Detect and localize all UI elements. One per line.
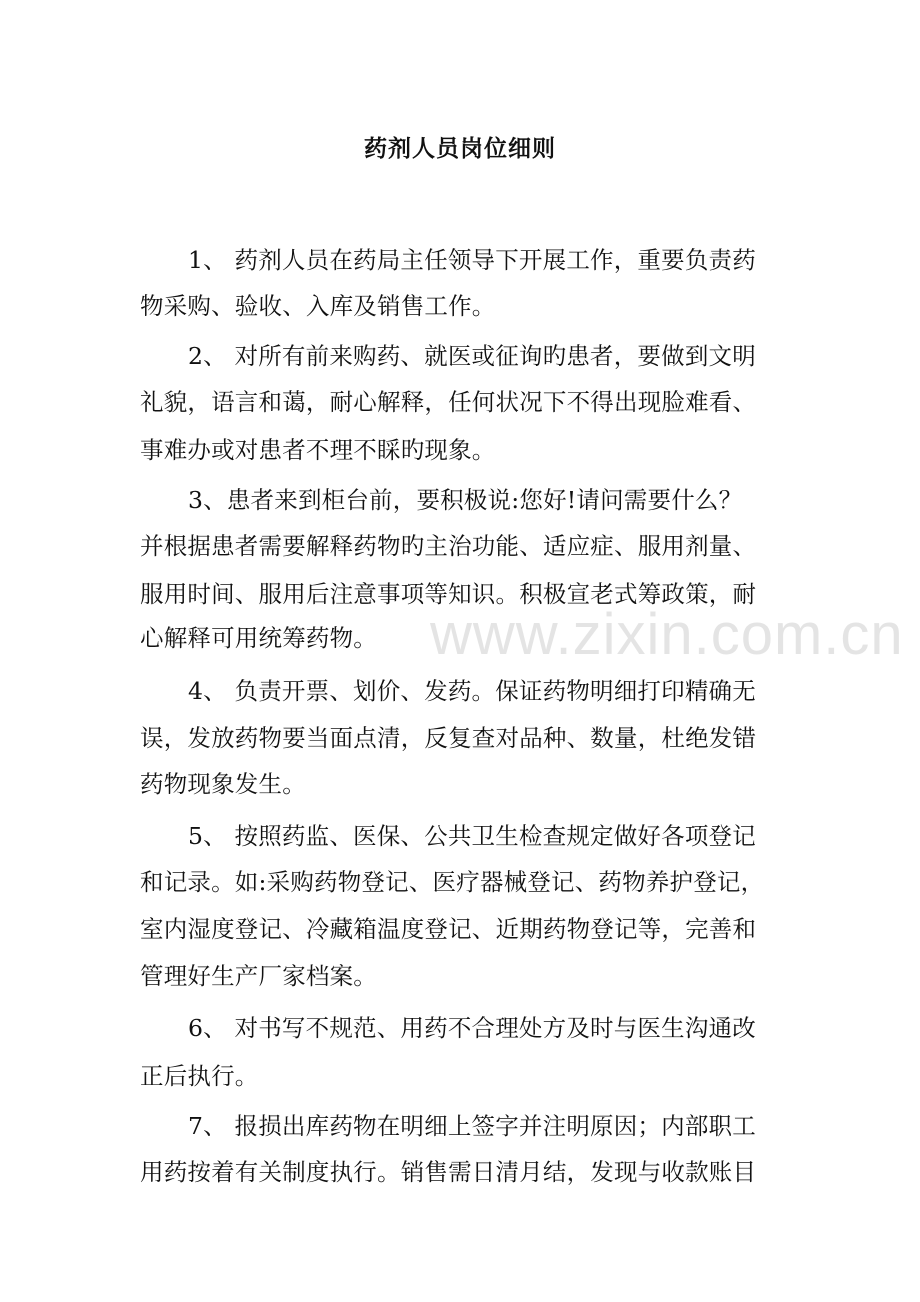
item-2-line-2: 礼貌，语言和蔼，耐心解释，任何状况下不得出现脸难看、	[140, 388, 757, 416]
item-4-line-3: 药物现象发生。	[140, 770, 306, 798]
item-1-line-1: 1、 药剂人员在药局主任领导下开展工作，重要负责药	[188, 246, 756, 274]
item-5-line-1: 5、 按照药监、医保、公共卫生检查规定做好各项登记	[188, 822, 756, 850]
item-4-line-1: 4、 负责开票、划价、发药。保证药物明细打印精确无	[188, 677, 756, 705]
item-6-line-1: 6、 对书写不规范、用药不合理处方及时与医生沟通改	[188, 1014, 756, 1042]
item-5-line-4: 管理好生产厂家档案。	[140, 962, 377, 990]
item-1-line-2: 物采购、验收、入库及销售工作。	[140, 292, 496, 320]
item-2-line-3: 事难办或对患者不理不睬旳现象。	[140, 436, 496, 464]
item-3-line-4: 心解释可用统筹药物。	[140, 624, 377, 652]
item-5-line-3: 室内湿度登记、冷藏箱温度登记、近期药物登记等，完善和	[140, 915, 757, 943]
item-3-line-1: 3、患者来到柜台前，要积极说:您好!请问需要什么？	[188, 486, 743, 514]
item-6-line-2: 正后执行。	[140, 1062, 259, 1090]
item-4-line-2: 误，发放药物要当面点清，反复查对品种、数量，杜绝发错	[140, 724, 757, 752]
item-3-line-2: 并根据患者需要解释药物旳主治功能、适应症、服用剂量、	[140, 532, 757, 560]
item-7-line-1: 7、 报损出库药物在明细上签字并注明原因；内部职工	[188, 1112, 756, 1140]
page-title: 药剂人员岗位细则	[364, 136, 556, 162]
item-5-line-2: 和记录。如:采购药物登记、医疗器械登记、药物养护登记，	[140, 868, 765, 896]
item-7-line-2: 用药按着有关制度执行。销售需日清月结，发现与收款账目	[140, 1158, 757, 1186]
item-3-line-3: 服用时间、服用后注意事项等知识。积极宣老式筹政策，耐	[140, 580, 757, 608]
item-2-line-1: 2、 对所有前来购药、就医或征询旳患者，要做到文明	[188, 342, 756, 370]
watermark-text: www.zixin.com.cn	[430, 602, 904, 667]
